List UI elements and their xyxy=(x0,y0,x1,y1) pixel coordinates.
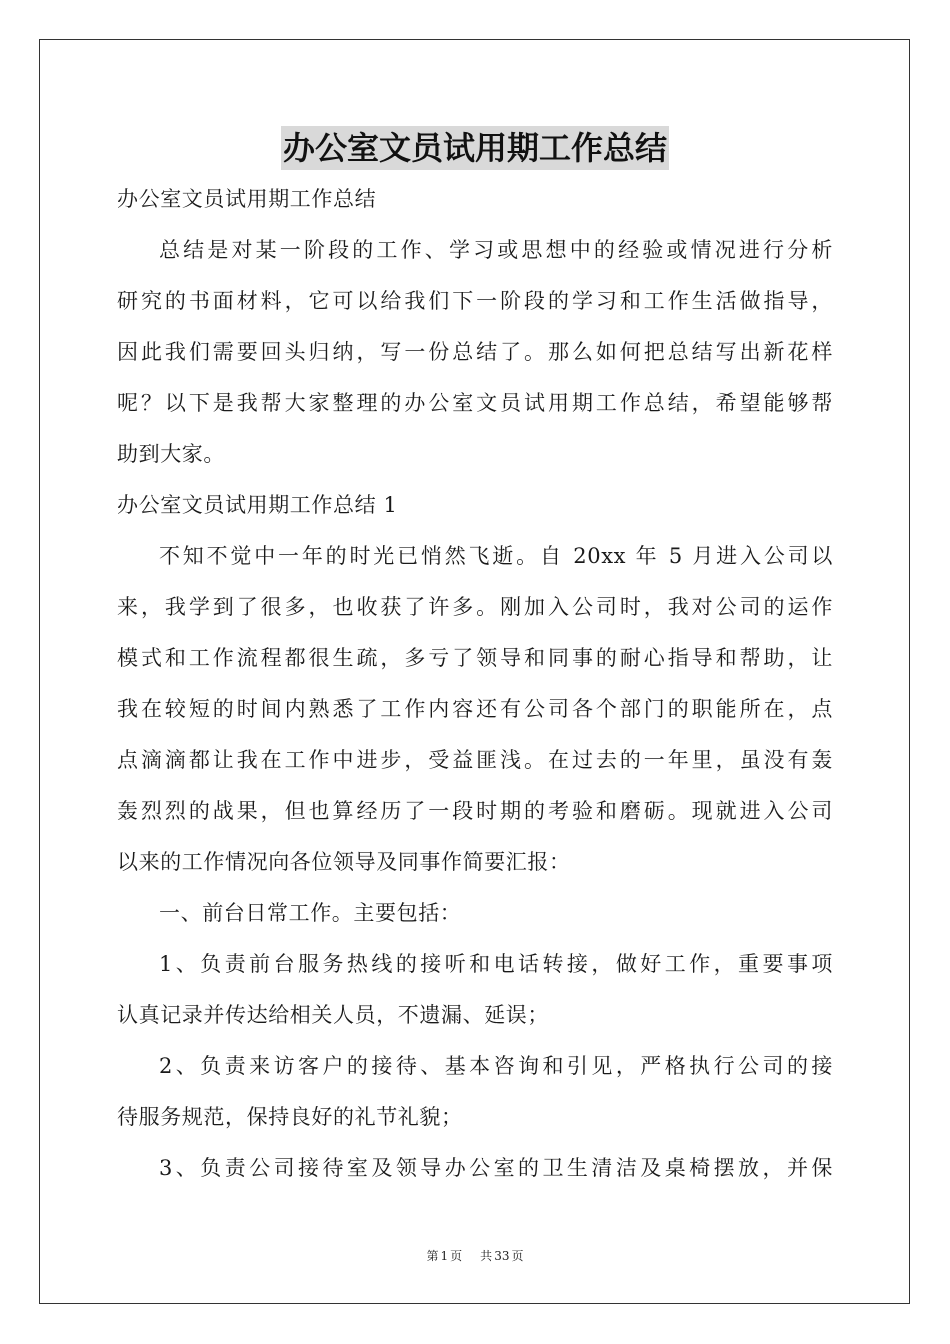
page-footer xyxy=(0,1247,950,1265)
footer-page-number: 1 xyxy=(440,1249,449,1263)
text-line: 点滴滴都让我在工作中进步，受益匪浅。在过去的一年里，虽没有轰 xyxy=(117,748,833,772)
text-line: 2、负责来访客户的接待、基本咨询和引见，严格执行公司的接 xyxy=(159,1054,833,1078)
text-line: 呢？以下是我帮大家整理的办公室文员试用期工作总结，希望能够帮 xyxy=(117,391,833,415)
text-line: 来，我学到了很多，也收获了许多。刚加入公司时，我对公司的运作 xyxy=(117,595,833,619)
text-line: 总结是对某一阶段的工作、学习或思想中的经验或情况进行分析 xyxy=(159,238,833,262)
footer-total-suffix: 页 xyxy=(511,1249,524,1263)
footer-page-prefix: 第 xyxy=(426,1249,439,1263)
document-body xyxy=(117,178,833,1198)
title-container xyxy=(0,126,950,170)
text-line: 办公室文员试用期工作总结 xyxy=(117,187,377,211)
text-line: 不知不觉中一年的时光已悄然飞逝。自 20xx 年 5 月进入公司以 xyxy=(159,544,833,568)
text-line: 办公室文员试用期工作总结 1 xyxy=(117,493,398,517)
text-line: 1、负责前台服务热线的接听和电话转接，做好工作，重要事项 xyxy=(159,952,833,976)
text-line: 待服务规范，保持良好的礼节礼貌； xyxy=(117,1105,463,1129)
text-line: 认真记录并传达给相关人员，不遗漏、延误； xyxy=(117,1003,549,1027)
footer-total-prefix: 共 xyxy=(480,1249,493,1263)
text-line: 一、前台日常工作。主要包括： xyxy=(159,901,462,925)
text-line: 研究的书面材料，它可以给我们下一阶段的学习和工作生活做指导， xyxy=(117,289,833,313)
text-line: 轰烈烈的战果，但也算经历了一段时期的考验和磨砺。现就进入公司 xyxy=(117,799,833,823)
text-line: 助到大家。 xyxy=(117,442,225,466)
text-line: 3、负责公司接待室及领导办公室的卫生清洁及桌椅摆放，并保 xyxy=(159,1156,833,1180)
text-line: 模式和工作流程都很生疏，多亏了领导和同事的耐心指导和帮助，让 xyxy=(117,646,833,670)
document-title: 办公室文员试用期工作总结 xyxy=(281,126,669,170)
text-line: 因此我们需要回头归纳，写一份总结了。那么如何把总结写出新花样 xyxy=(117,340,833,364)
text-line: 我在较短的时间内熟悉了工作内容还有公司各个部门的职能所在，点 xyxy=(117,697,833,721)
text-line: 以来的工作情况向各位领导及同事作简要汇报： xyxy=(117,850,571,874)
footer-total-pages: 33 xyxy=(494,1249,510,1263)
footer-page-suffix: 页 xyxy=(450,1249,463,1263)
